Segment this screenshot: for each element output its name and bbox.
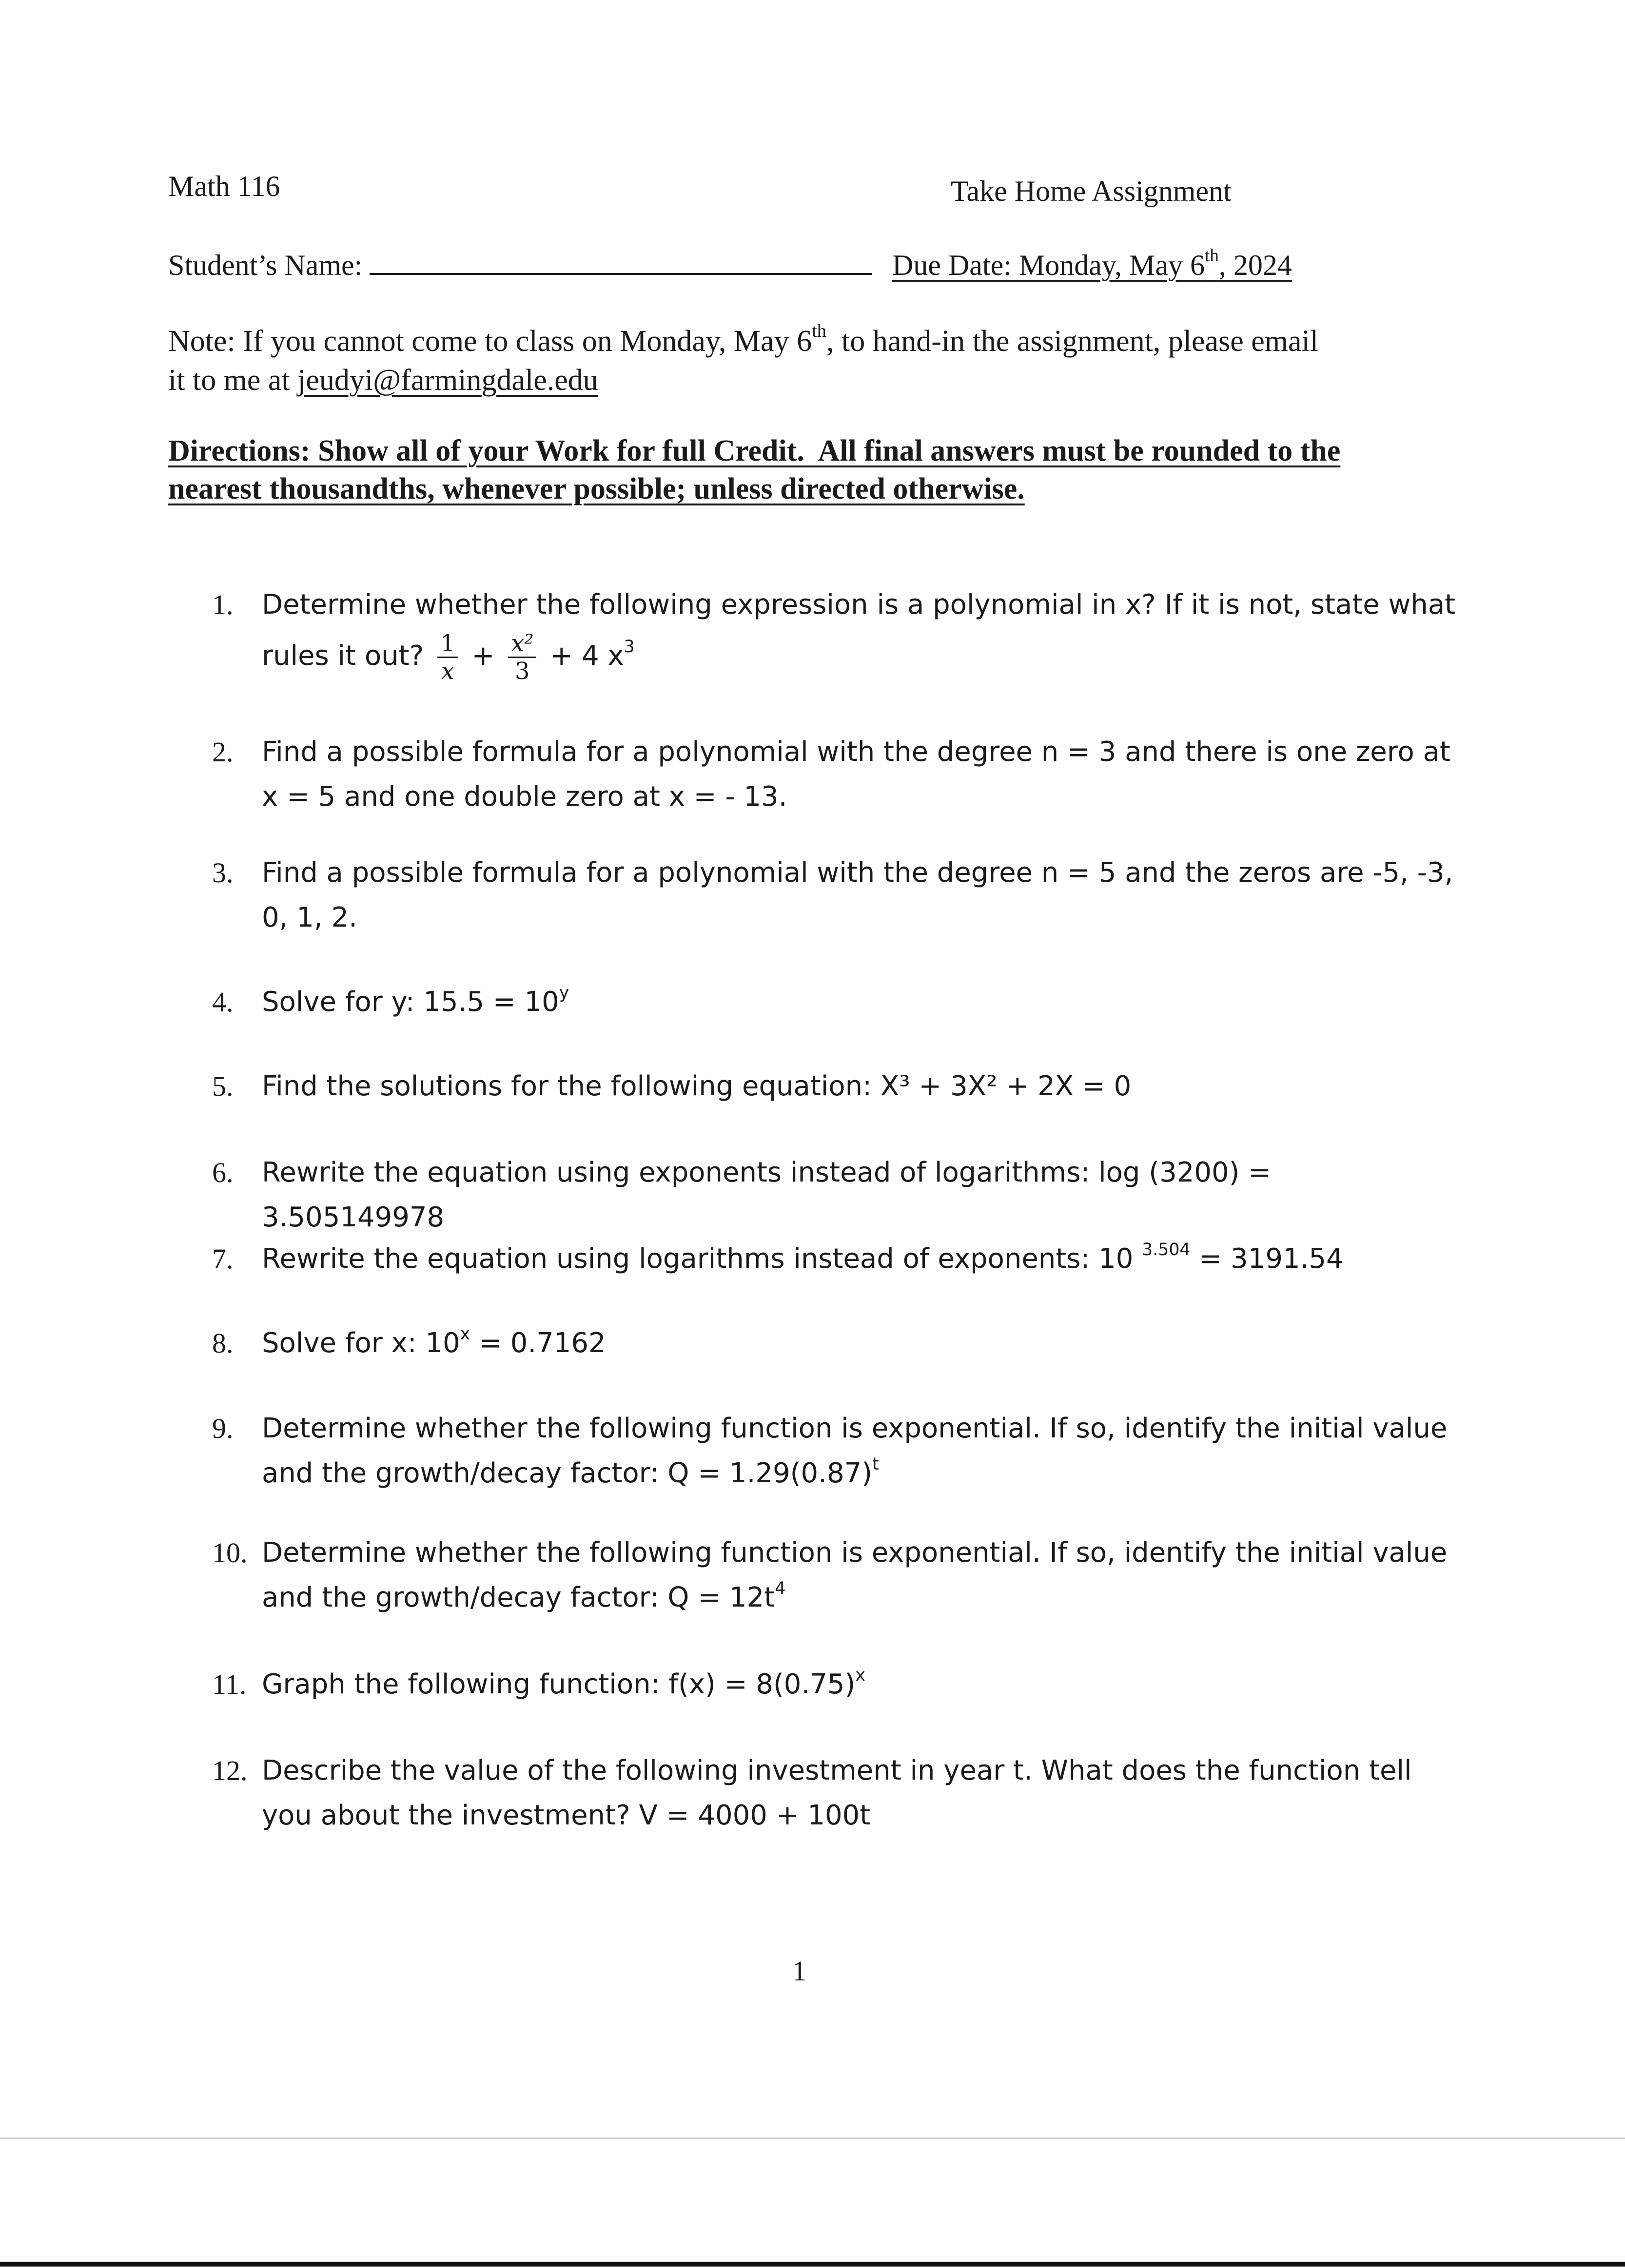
question-text-line2: and the growth/decay factor: $Q = 12t^4$ xyxy=(262,1578,786,1613)
question-6 xyxy=(212,1150,1460,1240)
question-2 xyxy=(212,730,1460,819)
question-number: 5. xyxy=(212,1070,234,1102)
question-number: 10. xyxy=(212,1537,248,1569)
question-number: 2. xyxy=(212,736,234,768)
course-title: Math 116 xyxy=(168,170,280,202)
question-text-line2: x = 5 and one double zero at x = - 13. xyxy=(262,781,787,813)
question-text: Graph the following function: $f(x) = 8(0.75)^x$ xyxy=(262,1665,865,1700)
question-3 xyxy=(212,851,1460,940)
directions-part2: All final answers must be rounded to the nearest thousandths, whenever possible; unless directed otherwise. xyxy=(168,434,1341,505)
question-11 xyxy=(212,1662,1460,1707)
question-text: Find the solutions for the following equation: X³ + 3X² + 2X = 0 xyxy=(262,1070,1132,1102)
question-text: Rewrite the equation using logarithms instead of exponents: 10 $^{3.504}$ = 3191.54 xyxy=(262,1240,1344,1275)
scan-bottom-edge xyxy=(0,2262,1625,2267)
question-number: 6. xyxy=(212,1157,234,1188)
fraction-1-over-x: $\frac{1}{x}$ xyxy=(437,631,458,684)
question-text: Describe the value of the following investment in year t. What does the function tell xyxy=(262,1755,1412,1786)
student-name-label: Student’s Name: xyxy=(168,249,363,281)
question-number: 12. xyxy=(212,1755,248,1786)
question-text: Solve for x: $10^x = 0.7162$ xyxy=(262,1324,606,1359)
question-text-line2: you about the investment? V = 4000 + 100t xyxy=(262,1800,871,1831)
directions xyxy=(168,432,1436,508)
question-5 xyxy=(212,1064,1460,1109)
question-text-line2: and the growth/decay factor: $Q = 1.29(0.87)^t$ xyxy=(262,1454,879,1489)
question-7 xyxy=(212,1237,1460,1281)
question-9 xyxy=(212,1406,1460,1496)
question-1 xyxy=(212,582,1460,684)
question-number: 3. xyxy=(212,857,234,889)
question-text: Determine whether the following expression is a polynomial in x? If it is not, state what xyxy=(262,589,1456,620)
scan-edge-line xyxy=(0,2137,1625,2139)
question-text: Determine whether the following function is exponential. If so, identify the initial value xyxy=(262,1537,1448,1569)
question-text: Determine whether the following function is exponential. If so, identify the initial value xyxy=(262,1413,1448,1444)
email-link[interactable]: jeudyi@farmingdale.edu xyxy=(297,364,598,397)
question-8 xyxy=(212,1321,1460,1366)
question-number: 1. xyxy=(212,589,234,620)
student-name-row xyxy=(168,248,872,280)
question-text: Find a possible formula for a polynomial with the degree n = 3 and there is one zero at xyxy=(262,736,1450,768)
due-date: Due Date: Monday, May 6th, 2024 xyxy=(892,246,1292,281)
question-text: Rewrite the equation using exponents instead of logarithms: log (3200) = 3.505149978 xyxy=(262,1157,1272,1233)
question-text-line2: 0, 1, 2. xyxy=(262,902,357,933)
question-4 xyxy=(212,980,1460,1025)
question-10 xyxy=(212,1531,1460,1620)
question-number: 11. xyxy=(212,1668,247,1700)
note-line-1: Note: If you cannot come to class on Monday, May 6th, to hand-in the assignment, please email xyxy=(168,321,1318,358)
question-text: Find a possible formula for a polynomial with the degree n = 5 and the zeros are -5, -3, xyxy=(262,857,1453,889)
note xyxy=(168,322,1436,400)
question-text: Solve for y: $15.5 = 10^y$ xyxy=(262,983,569,1018)
student-name-blank[interactable] xyxy=(370,248,872,275)
question-number: 7. xyxy=(212,1243,234,1275)
directions-part1: Directions: Show all of your Work for full Credit. xyxy=(168,434,804,467)
question-12 xyxy=(212,1748,1460,1838)
fraction-x2-over-3: $\frac{\text{x²}}{3}$ xyxy=(508,631,536,684)
question-number: 8. xyxy=(212,1327,234,1359)
question-number: 4. xyxy=(212,986,234,1018)
question-text-line2: rules it out? $\frac{1}{x}$ + $\frac{\text{x²}}{3}$ + 4 $x^3$ xyxy=(262,630,635,685)
page-number: 1 xyxy=(792,1955,806,1987)
question-number: 9. xyxy=(212,1413,234,1444)
assignment-title: Take Home Assignment xyxy=(951,175,1232,207)
note-line-2: it to me at jeudyi@farmingdale.edu xyxy=(168,364,598,397)
